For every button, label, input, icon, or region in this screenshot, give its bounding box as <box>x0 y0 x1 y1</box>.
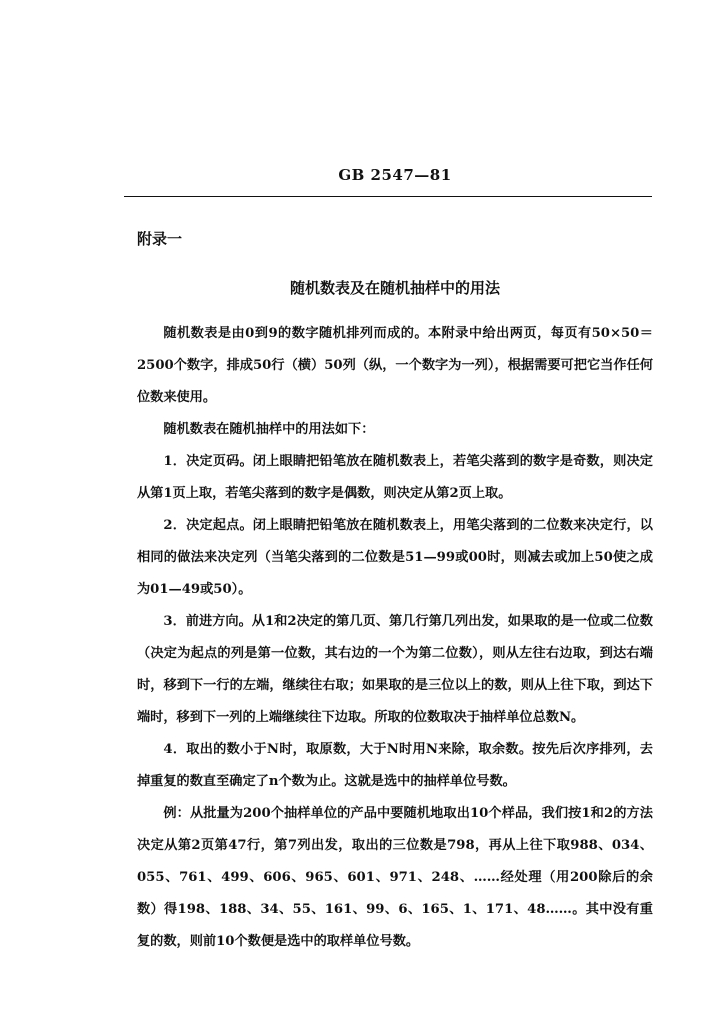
paragraph-step-2: 2．决定起点。闭上眼睛把铅笔放在随机数表上，用笔尖落到的二位数来决定行，以相同的做法来决定列（当笔尖落到的二位数是51—99或00时，则减去或加上50使之成为01—49或50）。 <box>137 518 653 597</box>
paragraph-example: 例：从批量为200个抽样单位的产品中要随机地取出10个样品，我们按1和2的方法决定从第2页第47行，第7列出发，取出的三位数是798，再从上往下取988、034、055、761、499、606、965、601、971、248、……经处理（用200除后的余数）得198、188、34、55、161、99、6、165、1、171、48……。其中没有重复的数，则前10个数便是选中的取样单位号数。 <box>137 806 653 949</box>
header-rule <box>124 196 652 197</box>
paragraph-usage-lead: 随机数表在随机抽样中的用法如下： <box>163 422 375 437</box>
paragraph-step-1: 1．决定页码。闭上眼睛把铅笔放在随机数表上，若笔尖落到的数字是奇数，则决定从第1页上取，若笔尖落到的数字是偶数，则决定从第2页上取。 <box>137 454 653 501</box>
paragraph-step-4: 4．取出的数小于N时，取原数，大于N时用N来除，取余数。按先后次序排列，去掉重复的数直至确定了n个数为止。这就是选中的抽样单位号数。 <box>137 742 653 789</box>
standard-number: GB 2547—81 <box>338 166 452 184</box>
appendix-label: 附录一 <box>137 230 183 248</box>
paragraph-intro: 随机数表是由0到9的数字随机排列而成的。本附录中给出两页，每页有50×50＝2500个数字，排成50行（横）50列（纵，一个数字为一列），根据需要可把它当作任何位数来使用。 <box>137 326 653 405</box>
section-title: 随机数表及在随机抽样中的用法 <box>289 279 500 297</box>
paragraph-step-3: 3．前进方向。从1和2决定的第几页、第几行第几列出发，如果取的是一位或二位数（决定为起点的列是第一位数，其右边的一个为第二位数），则从左往右边取，到达右端时，移到下一行的左端，继续往右取；如果取的是三位以上的数，则从上往下取，到达下端时，移到下一列的上端继续往下边取。所取的位数取决于抽样单位总数N。 <box>137 614 653 725</box>
body-text <box>137 318 653 958</box>
